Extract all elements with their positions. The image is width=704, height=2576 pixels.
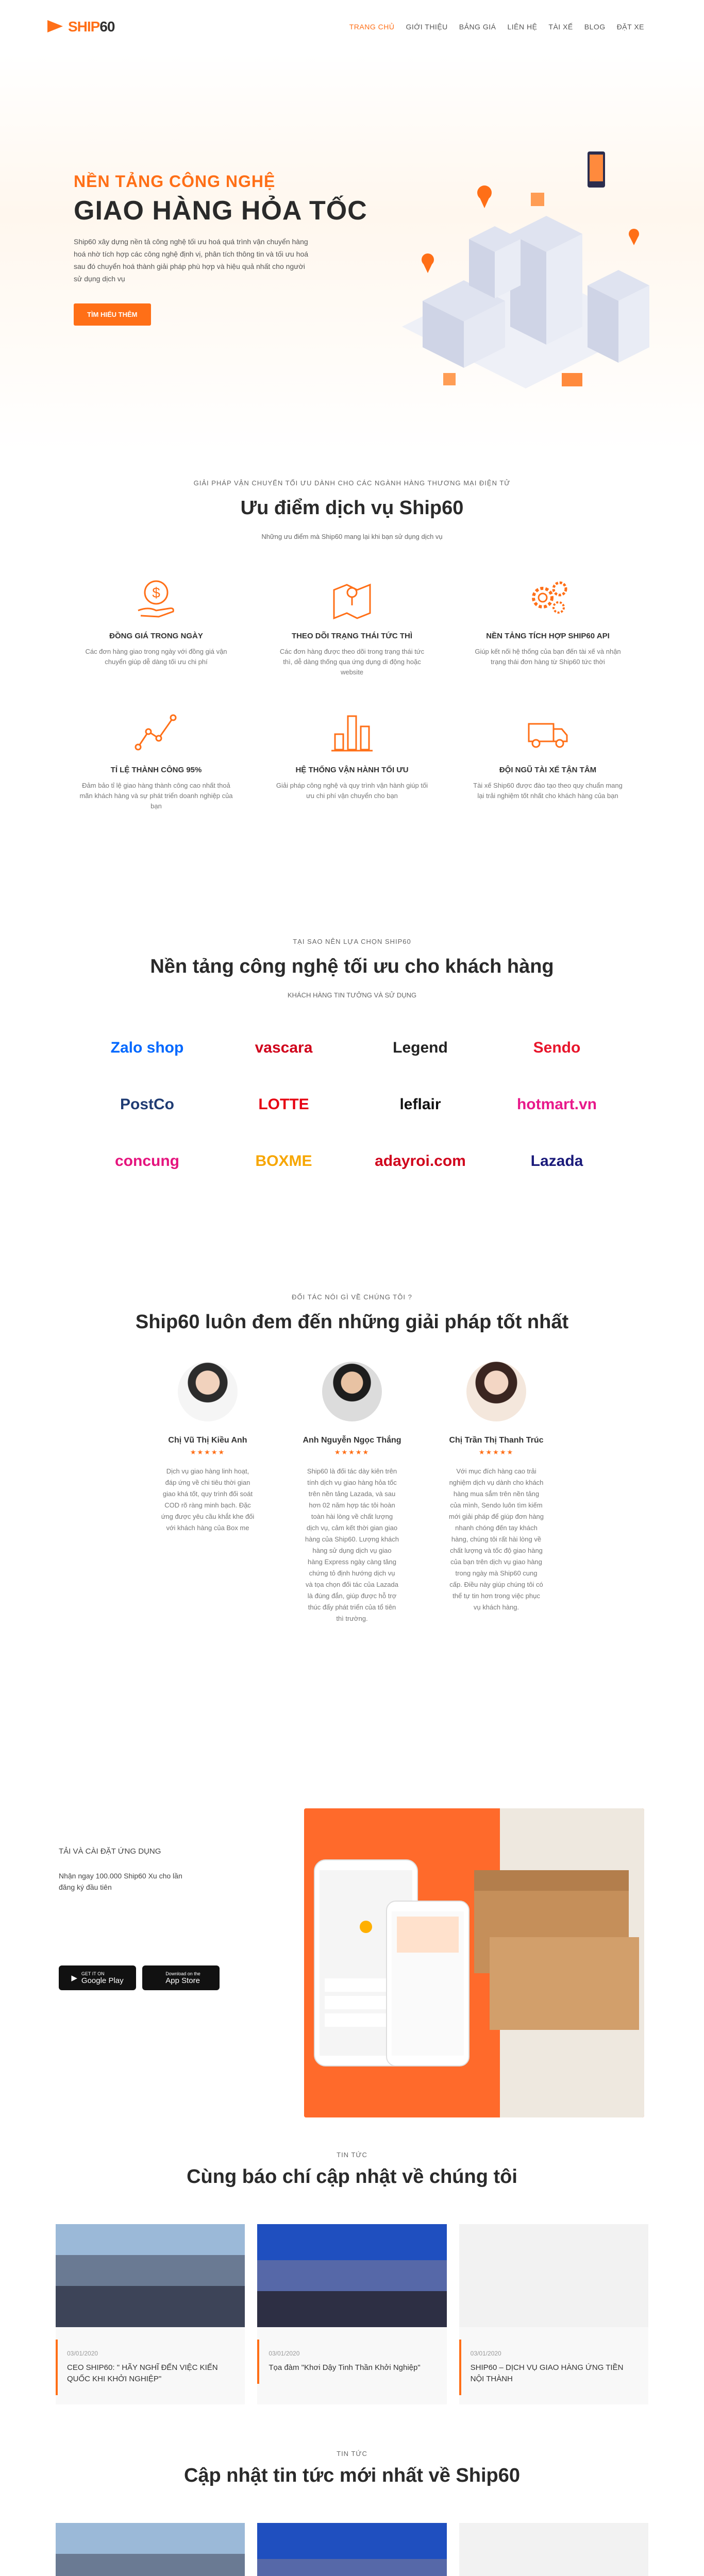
hero-subtitle: NỀN TẢNG CÔNG NGHỆ bbox=[74, 172, 276, 191]
app-download-text bbox=[59, 1847, 198, 1893]
dollar-hand-icon bbox=[133, 574, 179, 621]
advantage-desc: Các đơn hàng giao trong ngày với đồng giá vận chuyển giúp dễ dàng tối ưu chi phí bbox=[85, 648, 227, 666]
news-title: Tọa đàm "Khơi Dậy Tinh Thần Khởi Nghiệp" bbox=[269, 2363, 421, 2372]
advantage-desc: Giải pháp công nghệ và quy trình vận hành giúp tối ưu chi phí vận chuyển cho bạn bbox=[276, 782, 428, 800]
testimonials-kicker: ĐỐI TÁC NÓI GÌ VỀ CHÚNG TÔI ? bbox=[292, 1293, 412, 1301]
nav-blog[interactable]: BLOG bbox=[584, 23, 606, 31]
news-title: CEO SHIP60: " HÃY NGHĨ ĐẾN VIỆC KIẾN QUỐC KHI KHỞI NGHIỆP" bbox=[67, 2363, 218, 2383]
advantage-desc: Giúp kết nối hệ thống của bạn đến tài xế và nhận trạng thái đơn hàng từ Ship60 tức thời bbox=[475, 648, 621, 666]
news-image bbox=[459, 2523, 648, 2576]
partner-logo: adayroi.com bbox=[375, 1153, 466, 1170]
partner-logo: Zalo shop bbox=[110, 1039, 184, 1056]
brand-logo[interactable] bbox=[47, 19, 115, 35]
news-card[interactable] bbox=[56, 2523, 245, 2576]
advantage-item bbox=[264, 708, 440, 811]
news-card[interactable] bbox=[459, 2523, 648, 2576]
advantage-item bbox=[460, 574, 635, 677]
google-play-icon: ▶ bbox=[71, 1974, 77, 1982]
news-title: SHIP60 – DỊCH VỤ GIAO HÀNG ỨNG TIỀN NỘI THÀNH bbox=[470, 2363, 624, 2383]
news-date: 03/01/2020 bbox=[269, 2350, 300, 2357]
logo-mark-icon bbox=[47, 20, 64, 33]
site-header bbox=[0, 0, 704, 54]
advantage-title: HỆ THỐNG VẬN HÀNH TỐI ƯU bbox=[295, 766, 409, 774]
partner-logo: Lazada bbox=[530, 1153, 583, 1170]
app-description: Nhận ngay 100.000 Ship60 Xu cho lần đăng ký đầu tiên bbox=[59, 1872, 182, 1891]
testimonial-card bbox=[440, 1362, 553, 1624]
partner-logo: LOTTE bbox=[258, 1096, 309, 1113]
app-kicker: TẢI VÀ CÀI ĐẶT ỨNG DỤNG bbox=[59, 1847, 161, 1856]
advantage-title: ĐỒNG GIÁ TRONG NGÀY bbox=[109, 632, 203, 640]
learn-more-button[interactable]: TÌM HIỂU THÊM bbox=[74, 303, 151, 326]
testimonial-name: Chị Vũ Thị Kiều Anh bbox=[168, 1436, 247, 1445]
advantage-item bbox=[460, 708, 635, 811]
news-image bbox=[56, 2523, 245, 2576]
advantages-subtitle: Những ưu điểm mà Ship60 mang lại khi bạn sử dụng dịch vụ bbox=[261, 533, 443, 540]
news-date: 03/01/2020 bbox=[470, 2350, 501, 2357]
app-store-button[interactable]: Download on the App Store bbox=[142, 1965, 220, 1990]
partner-logo: vascara bbox=[255, 1039, 313, 1056]
rating-stars: ★★★★★ bbox=[190, 1448, 226, 1456]
rating-stars: ★★★★★ bbox=[334, 1448, 370, 1456]
hero-text bbox=[74, 172, 373, 326]
app-promo-image bbox=[304, 1808, 644, 2117]
advantages-title: Ưu điểm dịch vụ Ship60 bbox=[240, 497, 464, 519]
map-pin-icon bbox=[329, 574, 375, 621]
news-image bbox=[257, 2523, 446, 2576]
partner-logo: BOXME bbox=[255, 1153, 312, 1170]
news-card[interactable] bbox=[56, 2224, 245, 2404]
partner-logo-grid bbox=[79, 1035, 625, 1174]
avatar bbox=[466, 1362, 526, 1421]
partners-title: Nền tảng công nghệ tối ưu cho khách hàng bbox=[150, 956, 554, 977]
testimonials-title: Ship60 luôn đem đến những giải pháp tốt nhất bbox=[135, 1311, 569, 1333]
news-section bbox=[0, 2450, 704, 2576]
press-kicker: TIN TỨC bbox=[337, 2151, 367, 2159]
advantage-item bbox=[69, 574, 244, 677]
partner-logo: hotmart.vn bbox=[516, 1096, 597, 1113]
brand-name: SHIP60 bbox=[68, 19, 115, 35]
testimonial-quote: Ship60 là đối tác dày kiên trên tính dịch vụ giao hàng hỏa tốc trên nền tảng Lazada, và sau hơn 02 năm hợp tác tôi hoàn toàn hài lòng về chất lượng dịch vụ, cảm kết thời gian giao hàng của Ship60. Lượng khách hàng sử dụng dịch vụ giao hàng Express ngày càng tăng chứng tỏ định hướng dịch vụ và tọa chọn đối tác của Lazada là đúng đắn, giúp được hỗ trợ thúc đẩy phát triển của tổ tiên thì trường. bbox=[305, 1467, 399, 1622]
news-card[interactable] bbox=[459, 2224, 648, 2404]
press-section bbox=[0, 2151, 704, 2404]
testimonial-quote: Với mục đích hàng cao trải nghiệm dịch vụ dành cho khách hàng mua sắm trên nền tảng của mình, Sendo luôn tìm kiếm mới giải pháp để giúp đơn hàng nhanh chóng đến tay khách hàng, chúng tôi rất hài lòng về chất lượng và tốc độ giao hàng của bạn trên dịch vụ giao hàng trong ngày mà Ship60 cung cấp. Điều này giúp chúng tôi có thể tự tin hơn trong việc phục vụ khách hàng. bbox=[449, 1467, 544, 1611]
news-section-title: Cập nhật tin tức mới nhất về Ship60 bbox=[183, 2465, 521, 2486]
partner-logo: Sendo bbox=[533, 1039, 581, 1056]
google-play-button[interactable]: ▶ GET IT ON Google Play bbox=[59, 1965, 136, 1990]
testimonial-name: Chị Trần Thị Thanh Trúc bbox=[449, 1436, 544, 1445]
hero-title: GIAO HÀNG HỎA TỐC bbox=[74, 196, 367, 226]
news-kicker: TIN TỨC bbox=[337, 2450, 367, 2458]
advantage-item bbox=[264, 574, 440, 677]
advantage-item bbox=[69, 708, 244, 811]
nav-contact[interactable]: LIÊN HỆ bbox=[507, 23, 538, 31]
advantage-title: ĐỘI NGŨ TÀI XẾ TẬN TÂM bbox=[499, 766, 597, 774]
partner-logo: PostCo bbox=[120, 1096, 174, 1113]
news-card[interactable] bbox=[257, 2523, 446, 2576]
avatar bbox=[322, 1362, 382, 1421]
testimonial-quote: Dịch vụ giao hàng linh hoạt, đáp ứng về chi tiêu thời gian giao khá tốt, quy trình đối soát COD rõ ràng minh bạch. Đặc ứng được yêu cầu khắt khe đối với khách hàng của Box me bbox=[161, 1467, 255, 1532]
partners-kicker: TẠI SAO NÊN LỰA CHỌN SHIP60 bbox=[293, 938, 411, 945]
testimonial-card bbox=[151, 1362, 264, 1624]
advantages-section bbox=[0, 479, 704, 811]
nav-book[interactable]: ĐẶT XE bbox=[616, 23, 644, 31]
rating-stars: ★★★★★ bbox=[478, 1448, 514, 1456]
hero-section bbox=[0, 54, 704, 455]
news-date: 03/01/2020 bbox=[67, 2350, 98, 2357]
nav-driver[interactable]: TÀI XẾ bbox=[548, 23, 573, 31]
advantage-desc: Các đơn hàng được theo dõi trong trạng thái tức thì, dễ dàng thống qua ứng dụng di động hoặc website bbox=[279, 648, 425, 676]
gears-icon bbox=[525, 574, 571, 621]
partners-section bbox=[0, 938, 704, 1174]
bar-chart-icon bbox=[329, 708, 375, 755]
partner-logo: leflair bbox=[399, 1096, 441, 1113]
partner-logo: concung bbox=[115, 1153, 179, 1170]
advantage-title: NỀN TẢNG TÍCH HỢP SHIP60 API bbox=[486, 632, 610, 640]
nav-about[interactable]: GIỚI THIỆU bbox=[406, 23, 448, 31]
press-title: Cùng báo chí cập nhật về chúng tôi bbox=[187, 2166, 517, 2188]
news-image bbox=[459, 2224, 648, 2327]
avatar bbox=[178, 1362, 238, 1421]
news-image bbox=[257, 2224, 446, 2327]
main-nav bbox=[349, 23, 644, 31]
advantage-desc: Tài xế Ship60 được đào tạo theo quy chuẩn mang lại trải nghiệm tốt nhất cho khách hàng của bạn bbox=[473, 782, 623, 800]
testimonial-name: Anh Nguyễn Ngọc Thắng bbox=[303, 1436, 401, 1445]
advantage-desc: Đảm bảo tỉ lệ giao hàng thành công cao nhất thoả mãn khách hàng và sự phát triển doanh nghiệp của bạn bbox=[79, 782, 233, 810]
news-card[interactable] bbox=[257, 2224, 446, 2404]
advantages-kicker: GIẢI PHÁP VẬN CHUYỂN TỐI ƯU DÀNH CHO CÁC NGÀNH HÀNG THƯƠNG MẠI ĐIỆN TỬ bbox=[193, 479, 511, 487]
trend-line-icon bbox=[133, 708, 179, 755]
partner-logo: Legend bbox=[393, 1039, 448, 1056]
isometric-city-illustration bbox=[392, 131, 660, 440]
svg-text:$: $ bbox=[152, 585, 160, 601]
app-download-section bbox=[0, 1808, 704, 2128]
testimonial-card bbox=[295, 1362, 409, 1624]
partners-subtitle: KHÁCH HÀNG TIN TƯỞNG VÀ SỬ DỤNG bbox=[287, 991, 417, 999]
advantage-title: THEO DÕI TRẠNG THÁI TỨC THÌ bbox=[291, 632, 413, 640]
nav-pricing[interactable]: BẢNG GIÁ bbox=[459, 23, 496, 31]
news-image bbox=[56, 2224, 245, 2327]
testimonials-section bbox=[0, 1293, 704, 1624]
nav-home[interactable]: TRANG CHỦ bbox=[349, 23, 395, 31]
hero-description: Ship60 xây dựng nền tả công nghệ tối ưu hoá quá trình vận chuyển hàng hoá nhờ tích hợp các công nghệ định vị, phân tích thông tin và tối ưu hoá sau đó chuyển hoá thành giải pháp phù hợp và hiệu quả nhất cho người sử dụng dịch vụ bbox=[74, 238, 309, 283]
truck-icon bbox=[525, 708, 571, 755]
advantage-title: TỈ LỆ THÀNH CÔNG 95% bbox=[110, 766, 202, 774]
